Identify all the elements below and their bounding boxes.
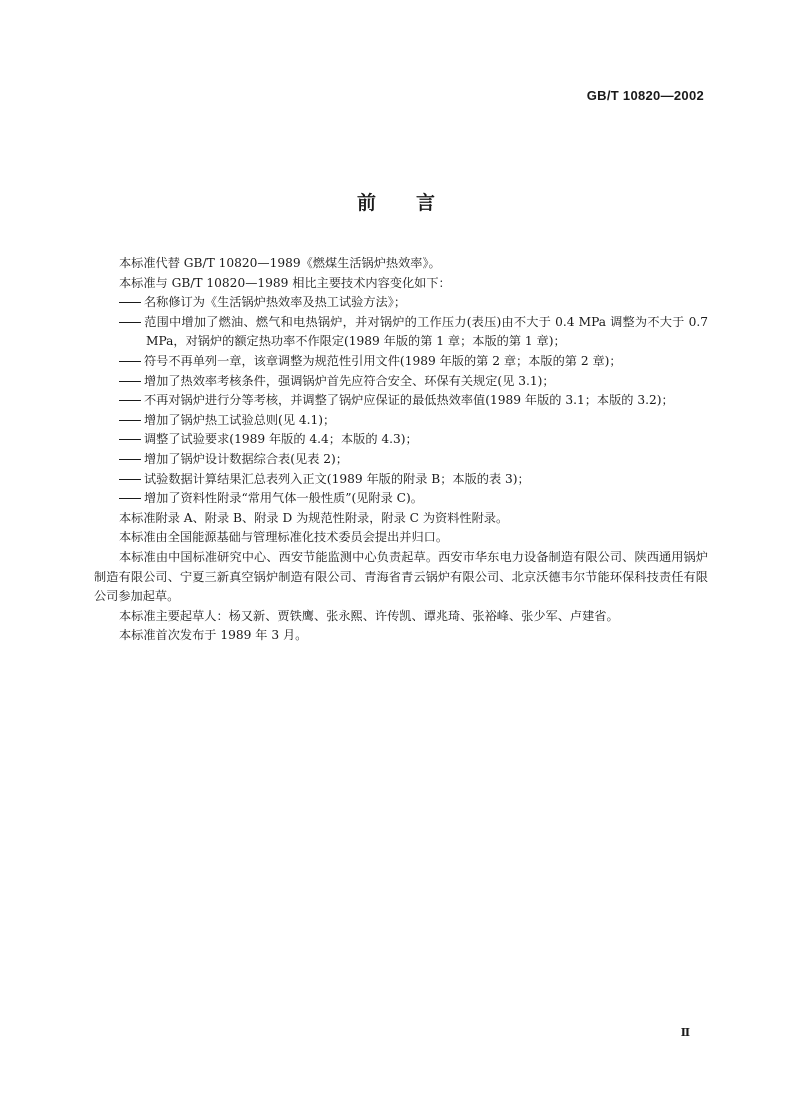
change-item xyxy=(94,293,708,313)
change-item xyxy=(94,489,708,509)
change-item-text: 增加了锅炉热工试验总则(见 4.1)； xyxy=(144,412,336,427)
change-item xyxy=(94,470,708,490)
change-item-text: 增加了热效率考核条件，强调锅炉首先应符合安全、环保有关规定(见 3.1)； xyxy=(144,373,555,388)
dash-mark xyxy=(119,381,141,382)
dash-mark xyxy=(119,479,141,480)
change-item-text: 调整了试验要求(1989 年版的 4.4；本版的 4.3)； xyxy=(144,432,418,447)
change-item xyxy=(94,372,708,392)
page-title: 前言 xyxy=(356,192,475,214)
change-item-text: 不再对锅炉进行分等考核，并调整了锅炉应保证的最低热效率值(1989 年版的 3.1；本版的 3.2)； xyxy=(144,393,674,408)
change-item xyxy=(94,450,708,470)
change-item xyxy=(94,352,708,372)
paragraph-changes-intro: 本标准与 GB/T 10820—1989 相比主要技术内容变化如下： xyxy=(119,275,451,290)
change-item-text: 试验数据计算结果汇总表列入正文(1989 年版的附录 B；本版的表 3)； xyxy=(144,471,530,486)
change-item xyxy=(94,313,708,352)
paragraph-drafters: 本标准主要起草人：杨又新、贾铁鹰、张永熙、许传凯、谭兆琦、张裕峰、张少军、卢建省。 xyxy=(119,608,619,623)
dash-mark xyxy=(119,322,141,323)
change-item xyxy=(94,391,708,411)
standard-code: GB/T 10820—2002 xyxy=(586,88,704,103)
change-item-text: 范围中增加了燃油、燃气和电热锅炉，并对锅炉的工作压力(表压)由不大于 0.4 MPa 调整为不大于 0.7 MPa，对锅炉的额定热功率不作限定(1989 年版的第 1 章；本版的第 1 章)； xyxy=(144,314,708,349)
paragraph-proposer: 本标准由全国能源基础与管理标准化技术委员会提出并归口。 xyxy=(119,530,449,545)
dash-mark xyxy=(119,420,141,421)
change-item-text: 名称修订为《生活锅炉热效率及热工试验方法》； xyxy=(144,295,407,310)
change-item-text: 增加了资料性附录“常用气体一般性质”(见附录 C)。 xyxy=(144,491,423,506)
document-body xyxy=(94,254,708,646)
dash-mark xyxy=(119,400,141,401)
dash-mark xyxy=(119,439,141,440)
dash-mark xyxy=(119,361,141,362)
page-number: Ⅱ xyxy=(680,1026,690,1039)
paragraph-drafting-units: 本标准由中国标准研究中心、西安节能监测中心负责起草。西安市华东电力设备制造有限公司、陕西通用锅炉制造有限公司、宁夏三新真空锅炉制造有限公司、青海省青云锅炉有限公司、北京沃德韦尔节能环保科技责任有限公司参加起草。 xyxy=(94,549,708,604)
paragraph-appendices: 本标准附录 A、附录 B、附录 D 为规范性附录，附录 C 为资料性附录。 xyxy=(119,510,509,525)
change-item-text: 增加了锅炉设计数据综合表(见表 2)； xyxy=(144,451,348,466)
change-item xyxy=(94,411,708,431)
paragraph-replaces: 本标准代替 GB/T 10820—1989《燃煤生活锅炉热效率》。 xyxy=(119,256,441,270)
paragraph-first-issue: 本标准首次发布于 1989 年 3 月。 xyxy=(119,628,308,643)
dash-mark xyxy=(119,498,141,499)
dash-mark xyxy=(119,302,141,303)
change-item xyxy=(94,430,708,450)
dash-mark xyxy=(119,459,141,460)
change-item-text: 符号不再单列一章，该章调整为规范性引用文件(1989 年版的第 2 章；本版的第 2 章)； xyxy=(144,353,622,368)
